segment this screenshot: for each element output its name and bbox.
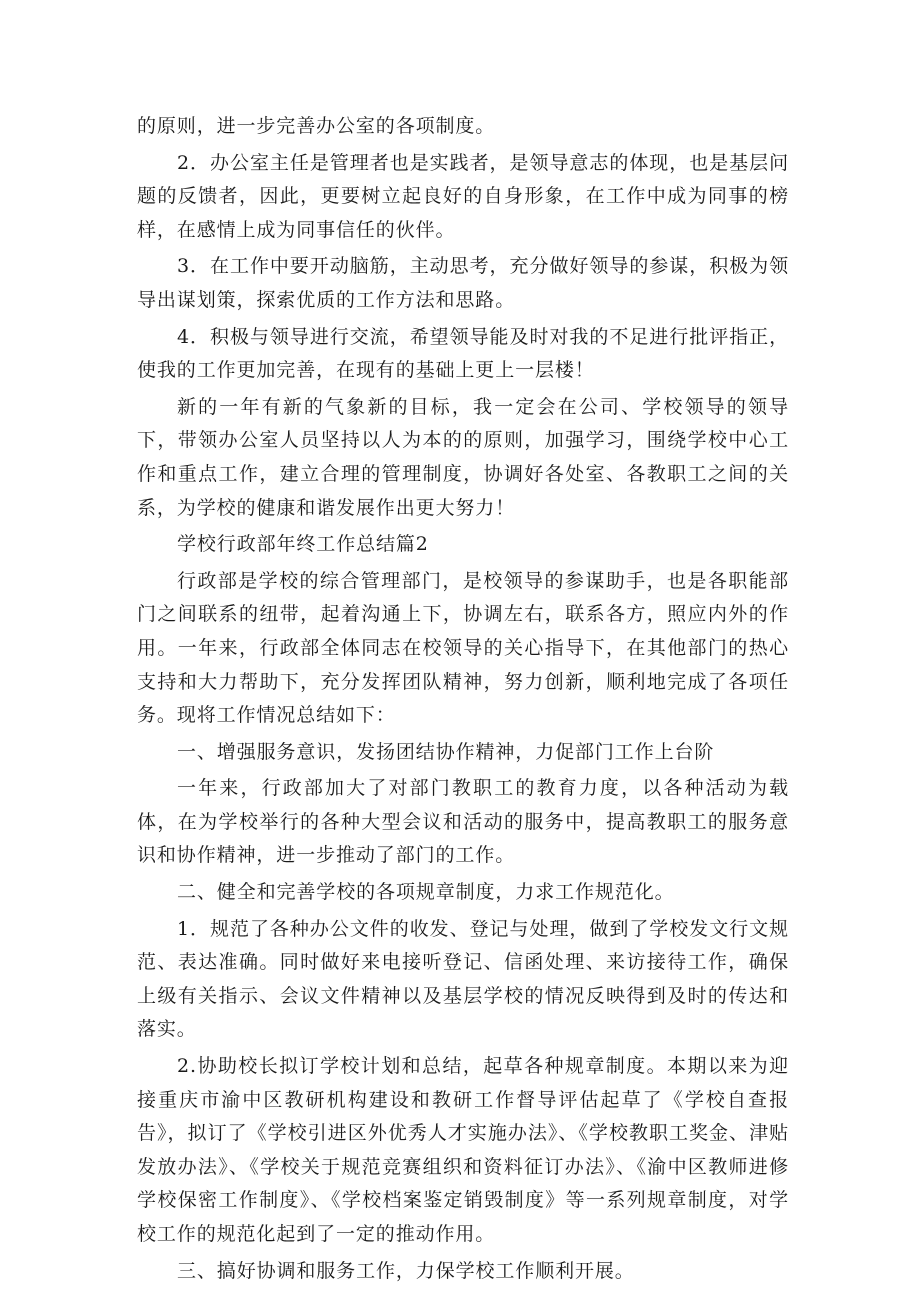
paragraph: 的原则，进一步完善办公室的各项制度。 (137, 115, 496, 137)
list-item-2: 2.协助校长拟订学校计划和总结，起草各种规章制度。本期以来为迎接重庆市渝中区教研机构建设和教研工作督导评估起草了《学校自查报告》，拟订了《学校引进区外优秀人才实施办法》、《学校教职工奖金、津贴发放办法》、《学校关于规范竞赛组织和资料征订办法》、《渝中区教师进修学校保密工作制度》、《学校档案鉴定销毁制度》等一系列规章制度，对学校工作的规范化起到了一定的推动作用。 (137, 1055, 789, 1245)
paragraph: 行政部是学校的综合管理部门，是校领导的参谋助手，也是各职能部门之间联系的纽带，起着沟通上下，协调左右，联系各方，照应内外的作用。一年来，行政部全体同志在校领导的关心指导下，在其他部门的热心支持和大力帮助下，充分发挥团队精神，努力创新，顺利地完成了各项任务。现将工作情况总结如下： (137, 569, 789, 727)
section-title: 学校行政部年终工作总结篇2 (177, 533, 429, 556)
paragraph: 新的一年有新的气象新的目标，我一定会在公司、学校领导的领导下，带领办公室人员坚持以人为本的的原则，加强学习，围绕学校中心工作和重点工作，建立合理的管理制度，协调好各处室、各教职工之间的关系，为学校的健康和谐发展作出更大努力！ (137, 395, 789, 519)
list-item-3: 3．在工作中要开动脑筋，主动思考，充分做好领导的参谋，积极为领导出谋划策，探索优质的工作方法和思路。 (137, 255, 789, 311)
section-heading-3: 三、搞好协调和服务工作，力保学校工作顺利开展。 (177, 1259, 635, 1282)
list-item-1: 1．规范了各种办公文件的收发、登记与处理，做到了学校发文行文规范、表达准确。同时做好来电接听登记、信函处理、来访接待工作，确保上级有关指示、会议文件精神以及基层学校的情况反映得到及时的传达和落实。 (137, 917, 789, 1041)
section-heading-1: 一、增强服务意识，发扬团结协作精神，力促部门工作上台阶 (177, 740, 715, 763)
document-body (137, 110, 789, 1291)
list-item-4: 4．积极与领导进行交流，希望领导能及时对我的不足进行批评指正，使我的工作更加完善，在现有的基础上更上一层楼！ (137, 325, 789, 382)
section-heading-2: 二、健全和完善学校的各项规章制度，力求工作规范化。 (177, 881, 675, 904)
list-item-2: 2．办公室主任是管理者也是实践者，是领导意志的体现，也是基层问题的反馈者，因此，更要树立起良好的自身形象，在工作中成为同事的榜样，在感情上成为同事信任的伙伴。 (137, 151, 789, 241)
paragraph: 一年来，行政部加大了对部门教职工的教育力度，以各种活动为载体，在为学校举行的各种大型会议和活动的服务中，提高教职工的服务意识和协作精神，进一步推动了部门的工作。 (137, 777, 789, 867)
